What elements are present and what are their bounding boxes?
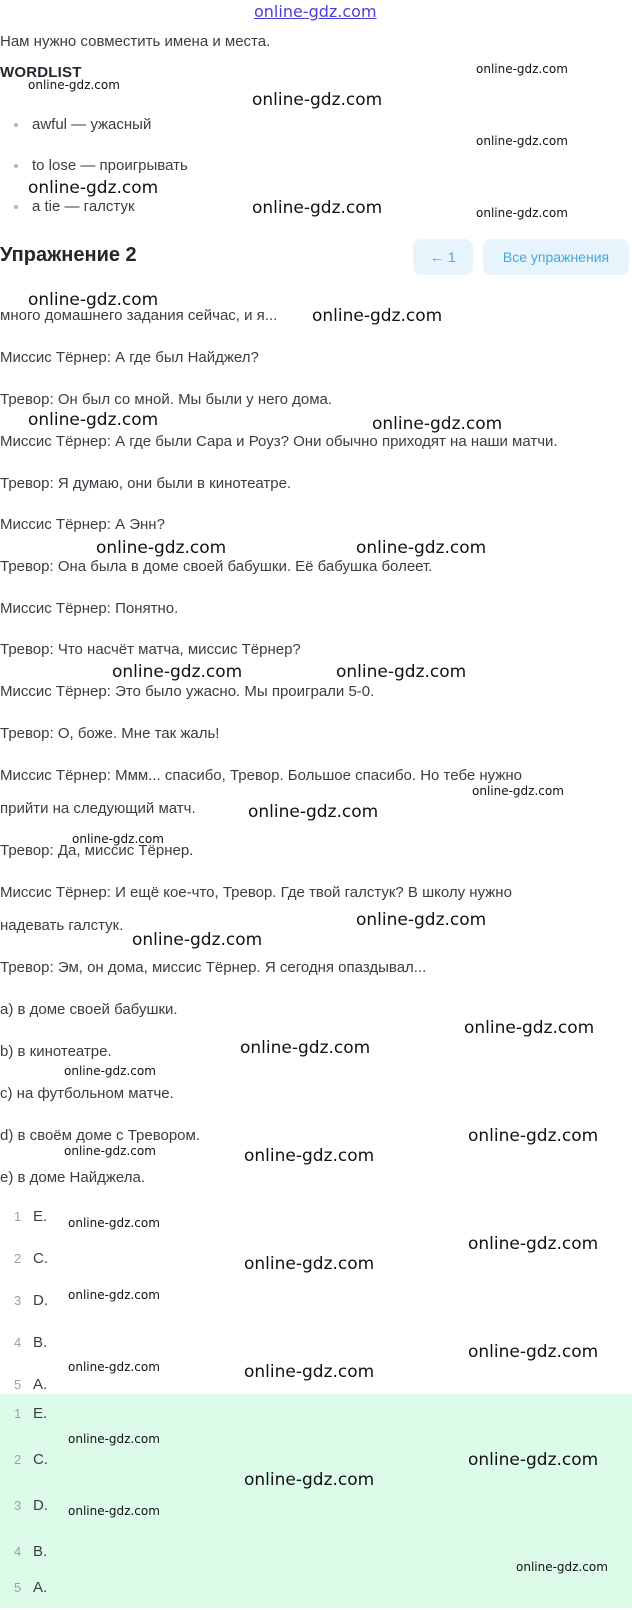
- watermark: online-gdz.com: [244, 1470, 375, 1490]
- bullet-icon: [14, 205, 18, 209]
- answer-letter: C.: [33, 1250, 48, 1267]
- answer-letter: B.: [33, 1334, 48, 1351]
- watermark: online-gdz.com: [372, 414, 503, 434]
- watermark: online-gdz.com: [68, 1432, 160, 1446]
- watermark: online-gdz.com: [312, 306, 443, 326]
- wordlist-item: [16, 116, 151, 133]
- wordlist-title: WORDLIST: [0, 64, 82, 81]
- intro-text: Нам нужно совместить имена и места.: [0, 33, 271, 50]
- dialogue-line: надевать галстук.: [0, 917, 124, 934]
- watermark: online-gdz.com: [68, 1360, 160, 1374]
- wordlist-item: [16, 157, 188, 174]
- answer-number: 4: [14, 1544, 22, 1559]
- dialogue-line: Миссис Тёрнер: И ещё кое-что, Тревор. Где твой галстук? В школу нужно: [0, 884, 512, 901]
- answer-number: 2: [14, 1452, 22, 1467]
- answer-row-highlighted: [0, 1396, 632, 1436]
- watermark: online-gdz.com: [356, 538, 487, 558]
- wordlist-item-text: to lose — проигрывать: [32, 157, 188, 174]
- watermark: online-gdz.com: [468, 1342, 599, 1362]
- watermark: online-gdz.com: [252, 198, 383, 218]
- answer-letter: A.: [33, 1579, 48, 1596]
- option-item: b) в кинотеатре.: [0, 1043, 112, 1060]
- option-item: d) в своём доме с Тревором.: [0, 1127, 201, 1144]
- wordlist-item: [16, 198, 135, 215]
- dialogue-line: Миссис Тёрнер: Это было ужасно. Мы проиграли 5-0.: [0, 683, 375, 700]
- watermark: online-gdz.com: [254, 2, 377, 21]
- watermark: online-gdz.com: [468, 1126, 599, 1146]
- wordlist-item-text: a tie — галстук: [32, 198, 135, 215]
- answer-letter: E.: [33, 1208, 48, 1225]
- dialogue-line: Тревор: Она была в доме своей бабушки. Её бабушка болеет.: [0, 558, 433, 575]
- watermark: online-gdz.com: [68, 1288, 160, 1302]
- answer-number: 5: [14, 1580, 22, 1595]
- watermark: online-gdz.com: [132, 930, 263, 950]
- prev-exercise-button[interactable]: ← 1: [413, 239, 473, 275]
- watermark: online-gdz.com: [248, 802, 379, 822]
- answer-number: 1: [14, 1209, 22, 1224]
- option-item: e) в доме Найджела.: [0, 1169, 146, 1186]
- answer-letter: D.: [33, 1497, 48, 1514]
- watermark: online-gdz.com: [68, 1504, 160, 1518]
- watermark: online-gdz.com: [336, 662, 467, 682]
- dialogue-line: Тревор: Что насчёт матча, миссис Тёрнер?: [0, 641, 301, 658]
- dialogue-line: Миссис Тёрнер: А где был Найджел?: [0, 349, 259, 366]
- watermark: online-gdz.com: [464, 1018, 595, 1038]
- watermark: online-gdz.com: [476, 134, 568, 148]
- watermark: online-gdz.com: [476, 206, 568, 220]
- wordlist-item-text: awful — ужасный: [32, 116, 152, 133]
- watermark: online-gdz.com: [476, 62, 568, 76]
- exercise-title: Упражнение 2: [0, 244, 137, 266]
- watermark: online-gdz.com: [28, 290, 159, 310]
- answer-number: 3: [14, 1498, 22, 1513]
- answer-letter: D.: [33, 1292, 48, 1309]
- watermark: online-gdz.com: [96, 538, 227, 558]
- dialogue-line: Тревор: Да, миссис Тёрнер.: [0, 842, 194, 859]
- watermark: online-gdz.com: [64, 1064, 156, 1078]
- watermark: online-gdz.com: [244, 1362, 375, 1382]
- watermark: online-gdz.com: [468, 1234, 599, 1254]
- watermark: online-gdz.com: [64, 1144, 156, 1158]
- watermark: online-gdz.com: [468, 1450, 599, 1470]
- dialogue-line: Тревор: Я думаю, они были в кинотеатре.: [0, 475, 292, 492]
- answer-row-highlighted: [0, 1570, 632, 1610]
- watermark: online-gdz.com: [356, 910, 487, 930]
- watermark: online-gdz.com: [516, 1560, 608, 1574]
- dialogue-line: Тревор: Он был со мной. Мы были у него дома.: [0, 391, 333, 408]
- dialogue-line: много домашнего задания сейчас, и я...: [0, 307, 278, 324]
- watermark: online-gdz.com: [28, 178, 159, 198]
- watermark: online-gdz.com: [244, 1146, 375, 1166]
- all-exercises-button[interactable]: Все упражнения: [483, 239, 629, 275]
- dialogue-line: Миссис Тёрнер: Понятно.: [0, 600, 179, 617]
- watermark: online-gdz.com: [68, 1216, 160, 1230]
- bullet-icon: [14, 164, 18, 168]
- answer-number: 2: [14, 1251, 22, 1266]
- watermark: online-gdz.com: [244, 1254, 375, 1274]
- watermark: online-gdz.com: [472, 784, 564, 798]
- watermark: online-gdz.com: [240, 1038, 371, 1058]
- dialogue-line: Миссис Тёрнер: А Энн?: [0, 516, 165, 533]
- dialogue-line: прийти на следующий матч.: [0, 800, 196, 817]
- bullet-icon: [14, 123, 18, 127]
- watermark: online-gdz.com: [72, 832, 164, 846]
- highlighted-answers-panel: [0, 1394, 632, 1608]
- dialogue-line: Тревор: О, боже. Мне так жаль!: [0, 725, 220, 742]
- answer-letter: E.: [33, 1405, 48, 1422]
- watermark: online-gdz.com: [28, 78, 120, 92]
- watermark: online-gdz.com: [112, 662, 243, 682]
- watermark: online-gdz.com: [252, 90, 383, 110]
- answer-letter: B.: [33, 1543, 48, 1560]
- dialogue-line: Тревор: Эм, он дома, миссис Тёрнер. Я сегодня опаздывал...: [0, 959, 427, 976]
- watermark: online-gdz.com: [28, 410, 159, 430]
- answer-number: 5: [14, 1377, 22, 1392]
- dialogue-line: Миссис Тёрнер: А где были Сара и Роуз? Они обычно приходят на наши матчи.: [0, 433, 558, 450]
- answer-number: 4: [14, 1335, 22, 1350]
- answer-letter: A.: [33, 1376, 48, 1393]
- option-item: a) в доме своей бабушки.: [0, 1001, 178, 1018]
- answer-number: 1: [14, 1406, 22, 1421]
- option-item: c) на футбольном матче.: [0, 1085, 174, 1102]
- dialogue-line: Миссис Тёрнер: Ммм... спасибо, Тревор. Большое спасибо. Но тебе нужно: [0, 767, 522, 784]
- answer-number: 3: [14, 1293, 22, 1308]
- answer-letter: C.: [33, 1451, 48, 1468]
